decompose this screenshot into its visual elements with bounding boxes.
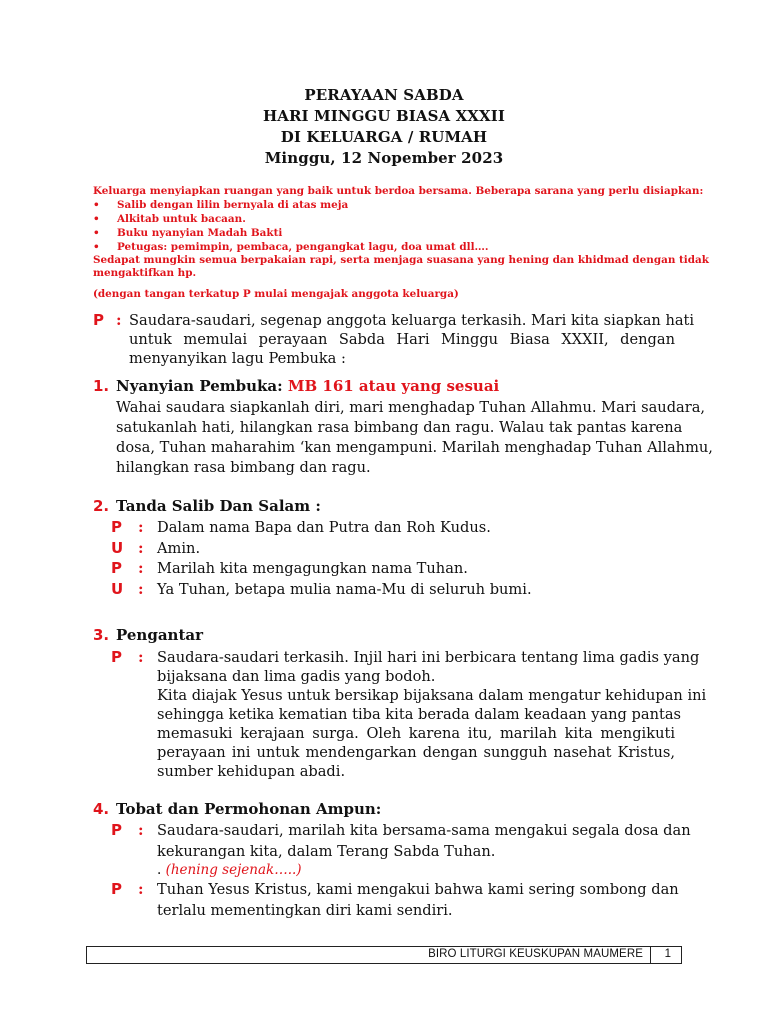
speaker-colon: :	[138, 580, 144, 598]
intro-paragraph-line: sehingga ketika kematian tiba kita berada dalam keadaan yang pantas	[157, 706, 682, 723]
intro-note-line2: mengaktifkan hp.	[93, 267, 197, 279]
section-title: Tanda Salib Dan Salam :	[116, 497, 321, 515]
speaker-colon: :	[138, 880, 144, 898]
speaker-label: U	[111, 539, 124, 557]
prayer-line: Tuhan Yesus Kristus, kami mengakui bahwa kami sering sombong dan	[157, 881, 679, 898]
section-heading-4	[93, 800, 381, 818]
intro-paragraph-line: perayaan ini untuk mendengarkan dengan sungguh nasehat Kristus,	[157, 744, 675, 761]
intro-paragraph-line: bijaksana dan lima gadis yang bodoh.	[157, 668, 436, 685]
intro-note-line1: Sedapat mungkin semua berpakaian rapi, serta menjaga suasana yang hening dan khidmad dengan tidak	[93, 254, 709, 266]
intro-item	[93, 199, 348, 211]
bullet-icon: •	[93, 227, 100, 239]
bullet-icon: •	[93, 199, 100, 211]
dialogue-text: Marilah kita mengagungkan nama Tuhan.	[157, 560, 468, 577]
section-title: Tobat dan Permohonan Ampun:	[116, 800, 382, 818]
dialogue-text: Ya Tuhan, betapa mulia nama-Mu di seluruh bumi.	[157, 581, 532, 598]
dialogue-text: Dalam nama Bapa dan Putra dan Roh Kudus.	[157, 519, 491, 536]
speaker-label: U	[111, 580, 124, 598]
bullet-icon: •	[93, 241, 100, 253]
bullet-icon: •	[93, 213, 100, 225]
intro-item-text: Alkitab untuk bacaan.	[117, 213, 246, 225]
speaker-colon: :	[138, 539, 144, 557]
section-heading-3	[93, 626, 203, 644]
section-number: 4.	[93, 800, 110, 818]
intro-paragraph-line: Kita diajak Yesus untuk bersikap bijaksana dalam mengatur kehidupan ini	[157, 687, 707, 704]
page-footer	[86, 946, 682, 964]
opening-line2: untuk memulai perayaan Sabda Hari Minggu Biasa XXXII, dengan	[129, 331, 675, 348]
prayer-line: terlalu mementingkan diri kami sendiri.	[157, 902, 453, 919]
intro-paragraph-line: sumber kehidupan abadi.	[157, 763, 346, 780]
silence-instruction	[157, 861, 302, 880]
section-number: 1.	[93, 377, 110, 395]
intro-lead: Keluarga menyiapkan ruangan yang baik untuk berdoa bersama. Beberapa sarana yang perlu disiapkan:	[93, 185, 704, 197]
intro-item-text: Salib dengan lilin bernyala di atas meja	[117, 199, 349, 211]
song-reference: MB 161 atau yang sesuai	[287, 377, 500, 395]
speaker-label: P	[111, 880, 122, 898]
intro-paragraph-line: memasuki kerajaan surga. Oleh karena itu, marilah kita mengikuti	[157, 725, 675, 742]
song-line: dosa, Tuhan maharahim ‘kan mengampuni. Marilah menghadap Tuhan Allahmu,	[116, 439, 713, 456]
speaker-label: P	[111, 559, 122, 577]
opening-line1: Saudara-saudari, segenap anggota keluarga terkasih. Mari kita siapkan hati	[129, 312, 695, 329]
intro-item	[93, 241, 489, 253]
section-number: 3.	[93, 626, 110, 644]
section-title: Nyanyian Pembuka:	[116, 377, 283, 395]
speaker-label: P	[111, 518, 122, 536]
intro-paragraph-line: Saudara-saudari terkasih. Injil hari ini berbicara tentang lima gadis yang	[157, 649, 700, 666]
speaker-colon: :	[138, 821, 144, 839]
section-heading-2	[93, 497, 321, 515]
doc-title-line2: HARI MINGGU BIASA XXXII	[262, 107, 506, 125]
prayer-line: kekurangan kita, dalam Terang Sabda Tuhan.	[157, 843, 496, 860]
doc-date: Minggu, 12 Nopember 2023	[264, 149, 504, 167]
speaker-label: P	[111, 821, 122, 839]
footer-label: BIRO LITURGI KEUSKUPAN MAUMERE	[428, 948, 643, 960]
silence-dot: .	[157, 862, 162, 878]
speaker-colon: :	[138, 559, 144, 577]
intro-item	[93, 227, 282, 239]
silence-text: (hening sejenak…..)	[165, 862, 302, 878]
speaker-colon: :	[138, 648, 144, 666]
speaker-label: P	[111, 648, 122, 666]
opening-line3: menyanyikan lagu Pembuka :	[129, 350, 346, 367]
song-line: satukanlah hati, hilangkan rasa bimbang dan ragu. Walau tak pantas karena	[116, 419, 683, 436]
dialogue-text: Amin.	[157, 540, 201, 557]
prayer-line: Saudara-saudari, marilah kita bersama-sama mengakui segala dosa dan	[157, 822, 691, 839]
speaker-colon: :	[116, 311, 122, 329]
doc-title-line1: PERAYAAN SABDA	[304, 86, 464, 104]
page-number: 1	[664, 948, 671, 960]
section-number: 2.	[93, 497, 110, 515]
speaker-label: P	[93, 311, 104, 329]
song-line: Wahai saudara siapkanlah diri, mari menghadap Tuhan Allahmu. Mari saudara,	[116, 399, 706, 416]
footer-divider	[650, 947, 651, 963]
intro-item-text: Petugas: pemimpin, pembaca, pengangkat lagu, doa umat dll….	[117, 241, 489, 253]
intro-instruction: (dengan tangan terkatup P mulai mengajak anggota keluarga)	[93, 288, 459, 300]
intro-item-text: Buku nyanyian Madah Bakti	[117, 227, 283, 239]
doc-title-line3: DI KELUARGA / RUMAH	[280, 128, 488, 146]
section-heading-1	[93, 377, 499, 395]
song-line: hilangkan rasa bimbang dan ragu.	[116, 459, 371, 476]
intro-item	[93, 213, 246, 225]
speaker-colon: :	[138, 518, 144, 536]
section-title: Pengantar	[116, 626, 203, 644]
